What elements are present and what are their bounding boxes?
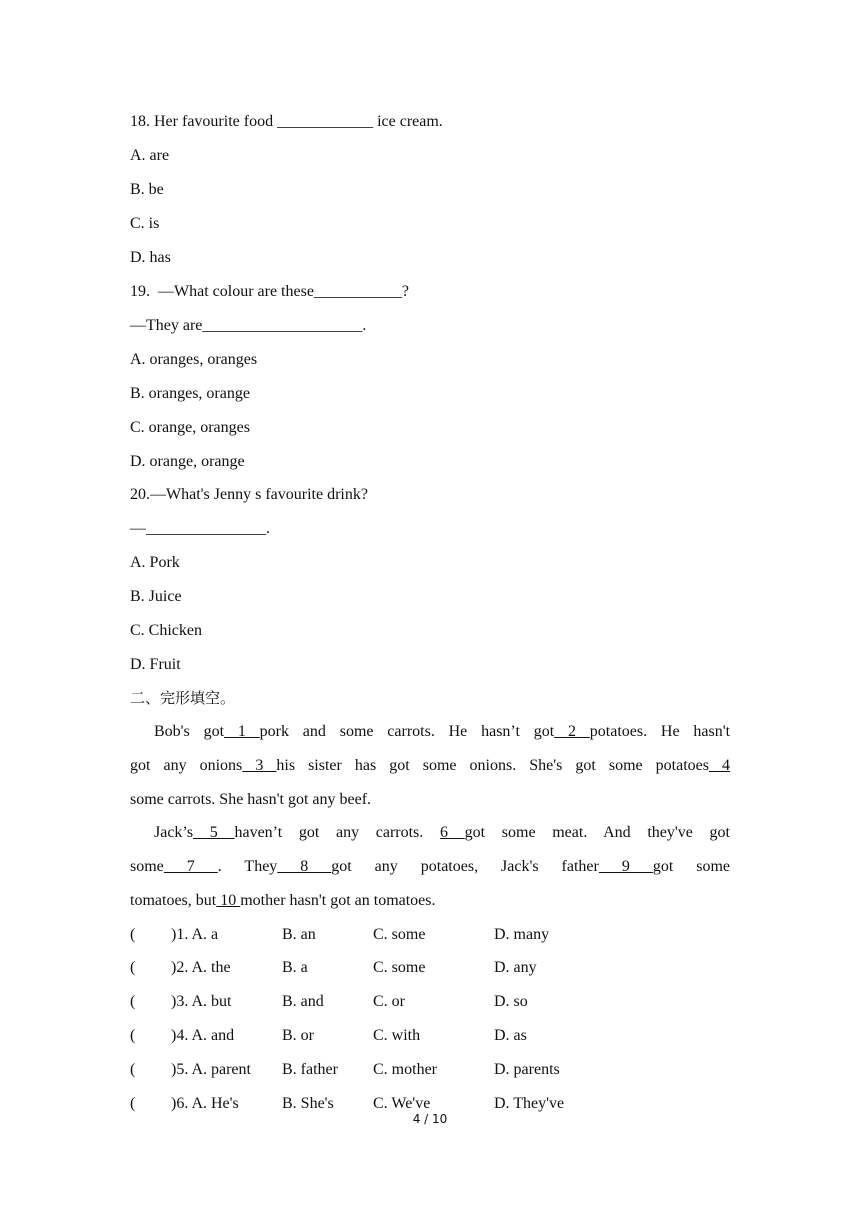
question-20-option-d: D. Fruit [130, 656, 181, 673]
blank-9: 9 [598, 858, 653, 875]
question-18-option-b: B. be [130, 181, 164, 198]
passage-text: Jack’s [154, 824, 194, 841]
option-b: B. a [282, 959, 308, 976]
blank-8: 8 [277, 858, 332, 875]
answer-paren: ( [130, 1061, 136, 1078]
option-d: D. They've [494, 1095, 565, 1112]
question-18-stem: 18. Her favourite food ____________ ice cream. [130, 113, 443, 130]
answer-paren: ( [130, 1027, 136, 1044]
option-c: C. We've [373, 1095, 431, 1112]
passage-text: mother hasn't got an tomatoes. [240, 892, 436, 909]
question-20-option-c: C. Chicken [130, 622, 202, 639]
passage-text: his sister has got some onions. She's got some potatoes [276, 757, 709, 774]
passage-text: got some meat. And they've got [464, 824, 730, 841]
question-19-option-d: D. orange, orange [130, 453, 245, 470]
question-20-option-b: B. Juice [130, 588, 182, 605]
option-b: B. or [282, 1027, 314, 1044]
question-20-stem-response: —_______________. [130, 520, 270, 537]
passage-text: got any potatoes, Jack's father [331, 858, 599, 875]
blank-2: 2 [554, 723, 590, 740]
blank-7: 7 [163, 858, 218, 875]
answer-paren: ( [130, 993, 136, 1010]
option-c: C. some [373, 926, 426, 943]
cloze-option-row-1 [130, 925, 730, 945]
passage-text: some carrots. She hasn't got any beef. [130, 791, 372, 808]
option-a: )2. A. the [171, 959, 231, 976]
question-20-option-a: A. Pork [130, 554, 180, 571]
option-c: C. some [373, 959, 426, 976]
passage-line [130, 857, 730, 891]
passage-line [130, 790, 730, 824]
question-18-option-a: A. are [130, 147, 170, 164]
blank-1: 1 [224, 723, 260, 740]
passage-text: got any onions [130, 757, 243, 774]
passage-line [130, 722, 730, 756]
option-d: D. many [494, 926, 550, 943]
question-19-option-b: B. oranges, orange [130, 385, 250, 402]
cloze-passage-paragraph-2 [130, 823, 730, 925]
option-b: B. father [282, 1061, 338, 1078]
passage-text: pork and some carrots. He hasn’t got [259, 723, 555, 740]
cloze-option-row-2 [130, 958, 730, 978]
blank-6: 6 [439, 824, 465, 841]
option-d: D. parents [494, 1061, 560, 1078]
answer-paren: ( [130, 1095, 136, 1112]
option-a: )3. A. but [171, 993, 232, 1010]
option-a: )1. A. a [171, 926, 219, 943]
blank-10: 10 [216, 892, 241, 909]
question-19-option-a: A. oranges, oranges [130, 351, 258, 368]
blank-3: 3 [242, 757, 277, 774]
option-b: B. and [282, 993, 324, 1010]
question-19-stem-response: —They are____________________. [130, 317, 367, 334]
option-b: B. She's [282, 1095, 334, 1112]
passage-text: haven’t got any carrots. [234, 824, 440, 841]
cloze-option-row-3 [130, 992, 730, 1012]
cloze-passage-paragraph-1 [130, 722, 730, 824]
question-19-option-c: C. orange, oranges [130, 419, 250, 436]
option-c: C. mother [373, 1061, 437, 1078]
passage-text: some [130, 858, 164, 875]
section-title: 二、完形填空。 [130, 689, 236, 707]
page-number: 4 / 10 [412, 1112, 448, 1126]
passage-line [130, 756, 730, 790]
option-d: D. as [494, 1027, 527, 1044]
blank-5: 5 [193, 824, 235, 841]
passage-text: Bob's got [154, 723, 225, 740]
passage-line [130, 823, 730, 857]
cloze-option-row-5 [130, 1060, 730, 1080]
option-c: C. with [373, 1027, 421, 1044]
answer-paren: ( [130, 926, 136, 943]
question-19-stem: 19. —What colour are these___________? [130, 283, 410, 300]
question-18-option-d: D. has [130, 249, 171, 266]
question-20-stem: 20.—What's Jenny s favourite drink? [130, 486, 368, 503]
passage-text: tomatoes, but [130, 892, 217, 909]
passage-text: . They [217, 858, 278, 875]
option-b: B. an [282, 926, 316, 943]
option-d: D. any [494, 959, 537, 976]
option-a: )4. A. and [171, 1027, 235, 1044]
option-a: )6. A. He's [171, 1095, 239, 1112]
cloze-option-row-6 [130, 1094, 730, 1114]
passage-text: potatoes. He hasn't [589, 723, 731, 740]
passage-text: got some [652, 858, 731, 875]
passage-line [130, 891, 730, 925]
option-d: D. so [494, 993, 528, 1010]
option-c: C. or [373, 993, 405, 1010]
answer-paren: ( [130, 959, 136, 976]
option-a: )5. A. parent [171, 1061, 251, 1078]
question-18-option-c: C. is [130, 215, 160, 232]
blank-4: 4 [709, 757, 731, 774]
cloze-option-row-4 [130, 1026, 730, 1046]
